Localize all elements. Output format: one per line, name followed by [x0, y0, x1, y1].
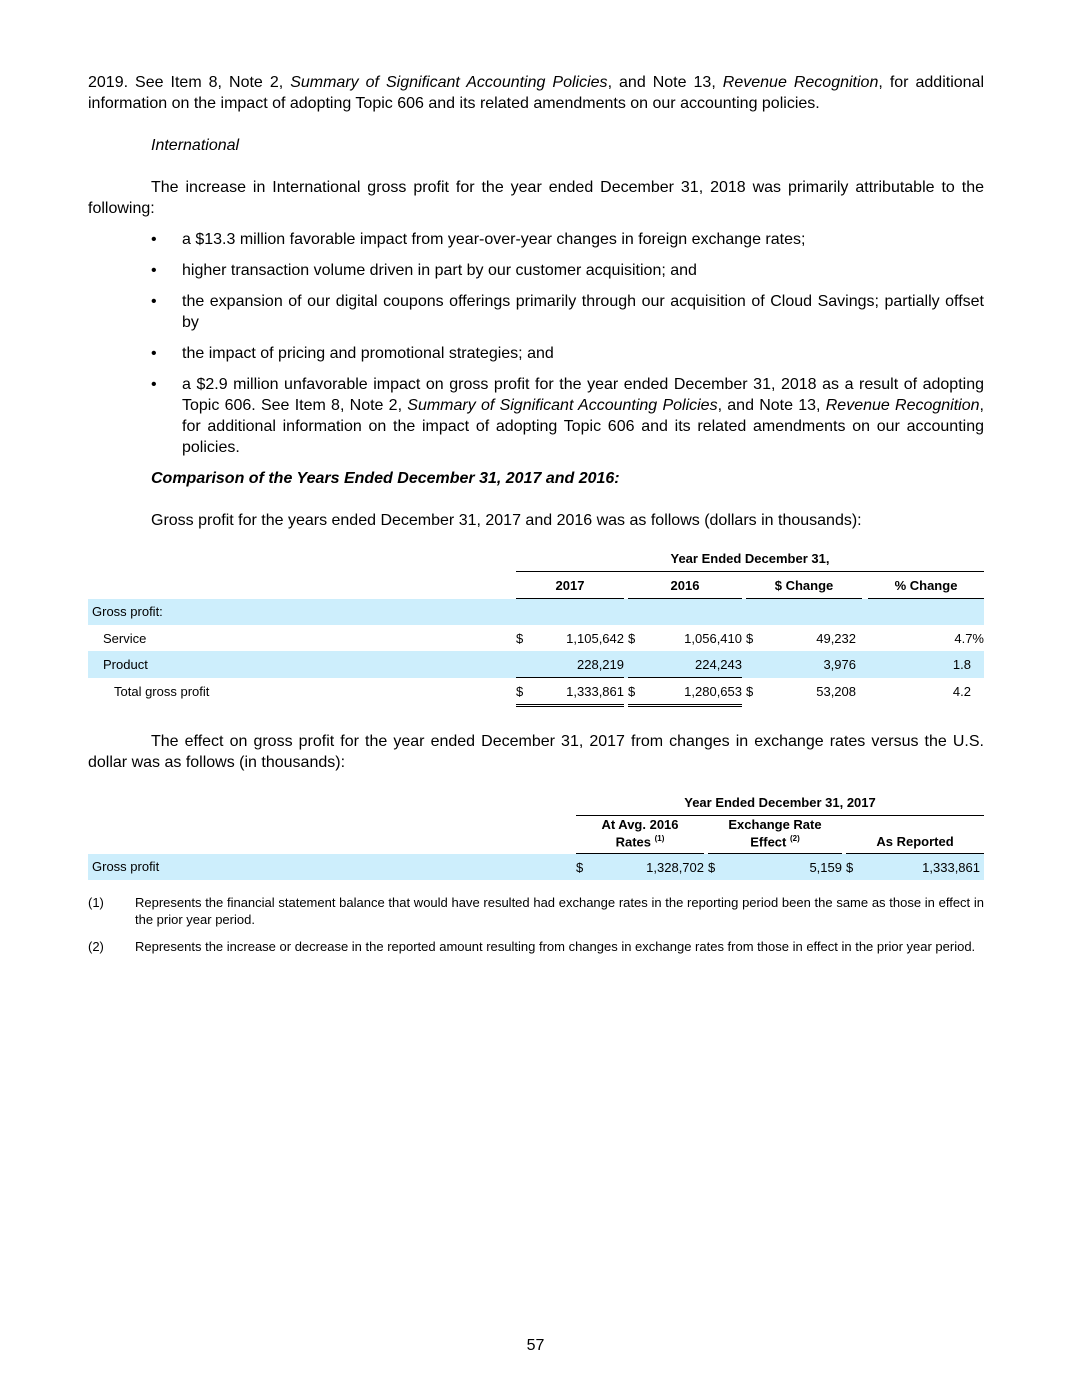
list-item: • higher transaction volume driven in part by our customer acquisition; and: [151, 262, 697, 279]
column-header-percent-change: % Change: [868, 572, 984, 599]
row-label: Total gross profit: [114, 684, 210, 699]
document-page: [88, 70, 984, 955]
table-row: [88, 599, 984, 626]
international-heading: International: [151, 137, 240, 154]
table-group-header: Year Ended December 31, 2017: [576, 789, 984, 816]
column-header-2017: 2017: [516, 572, 624, 599]
list-item: • a $2.9 million unfavorable impact on gross profit for the year ended December 31, 2018 as a result of adopting Topic 606. See Item 8, Note 2, Summary of Significant Accounting Policies, and Note 13, Revenue Recognition, for additional information on the impact of adopting Topic 606 and its related amendments on our accounting policies.: [151, 376, 984, 456]
table-row: Product 228,219 224,243 3,976 1.8: [88, 651, 984, 678]
footnote: (2) Represents the increase or decrease in the reported amount resulting from changes in exchange rates from those in effect in the prior year period.: [88, 939, 976, 954]
comparison-heading: Comparison of the Years Ended December 31, 2017 and 2016:: [151, 470, 620, 487]
bullet-list: [88, 229, 984, 458]
exchange-rate-table: [88, 789, 984, 880]
column-header-dollar-change: $ Change: [746, 572, 862, 599]
table-row: Gross profit $ 1,328,702 $ 5,159 $ 1,333,861: [88, 854, 984, 881]
column-header-2016: 2016: [628, 572, 742, 599]
row-label: Gross profit: [88, 854, 576, 881]
column-header-as-reported: As Reported: [846, 816, 984, 854]
international-paragraph: The increase in International gross profit for the year ended December 31, 2018 was primarily attributable to the following:: [88, 179, 984, 217]
row-label: Product: [88, 651, 516, 678]
footnote: (1) Represents the financial statement balance that would have resulted had exchange rates in the reporting period been the same as those in effect in the prior year period.: [88, 895, 984, 927]
list-item: • a $13.3 million favorable impact from year-over-year changes in foreign exchange rates;: [151, 231, 806, 248]
table-row: Total gross profit $ 1,333,861 $ 1,280,653 $ 53,208 4.2: [88, 678, 984, 706]
exchange-rate-paragraph: The effect on gross profit for the year ended December 31, 2017 from changes in exchange rates versus the U.S. dollar was as follows (in thousands):: [88, 733, 984, 771]
page-number: 57: [526, 1337, 545, 1354]
column-header-avg-rates: At Avg. 2016 Rates $^{(1)}$: [576, 816, 704, 854]
table-group-header: Year Ended December 31,: [516, 545, 984, 572]
table-row: Service $ 1,105,642 $ 1,056,410 $ 49,232 4.7%: [88, 625, 984, 651]
intro-paragraph: 2019. See Item 8, Note 2, Summary of Significant Accounting Policies, and Note 13, Revenue Recognition, for additional information on the impact of adopting Topic 606 and its related amendments on our accounting policies.: [88, 74, 984, 112]
list-item: • the impact of pricing and promotional strategies; and: [151, 345, 554, 362]
list-item: • the expansion of our digital coupons offerings primarily through our acquisition of Cloud Savings; partially offset by: [151, 293, 984, 331]
section-label: Gross profit:: [88, 599, 516, 626]
gross-profit-paragraph: Gross profit for the years ended December 31, 2017 and 2016 was as follows (dollars in thousands):: [151, 512, 862, 529]
column-header-exchange-effect: Exchange Rate Effect $^{(2)}$: [708, 816, 842, 854]
row-label: Service: [103, 630, 147, 646]
gross-profit-table: [88, 545, 984, 707]
